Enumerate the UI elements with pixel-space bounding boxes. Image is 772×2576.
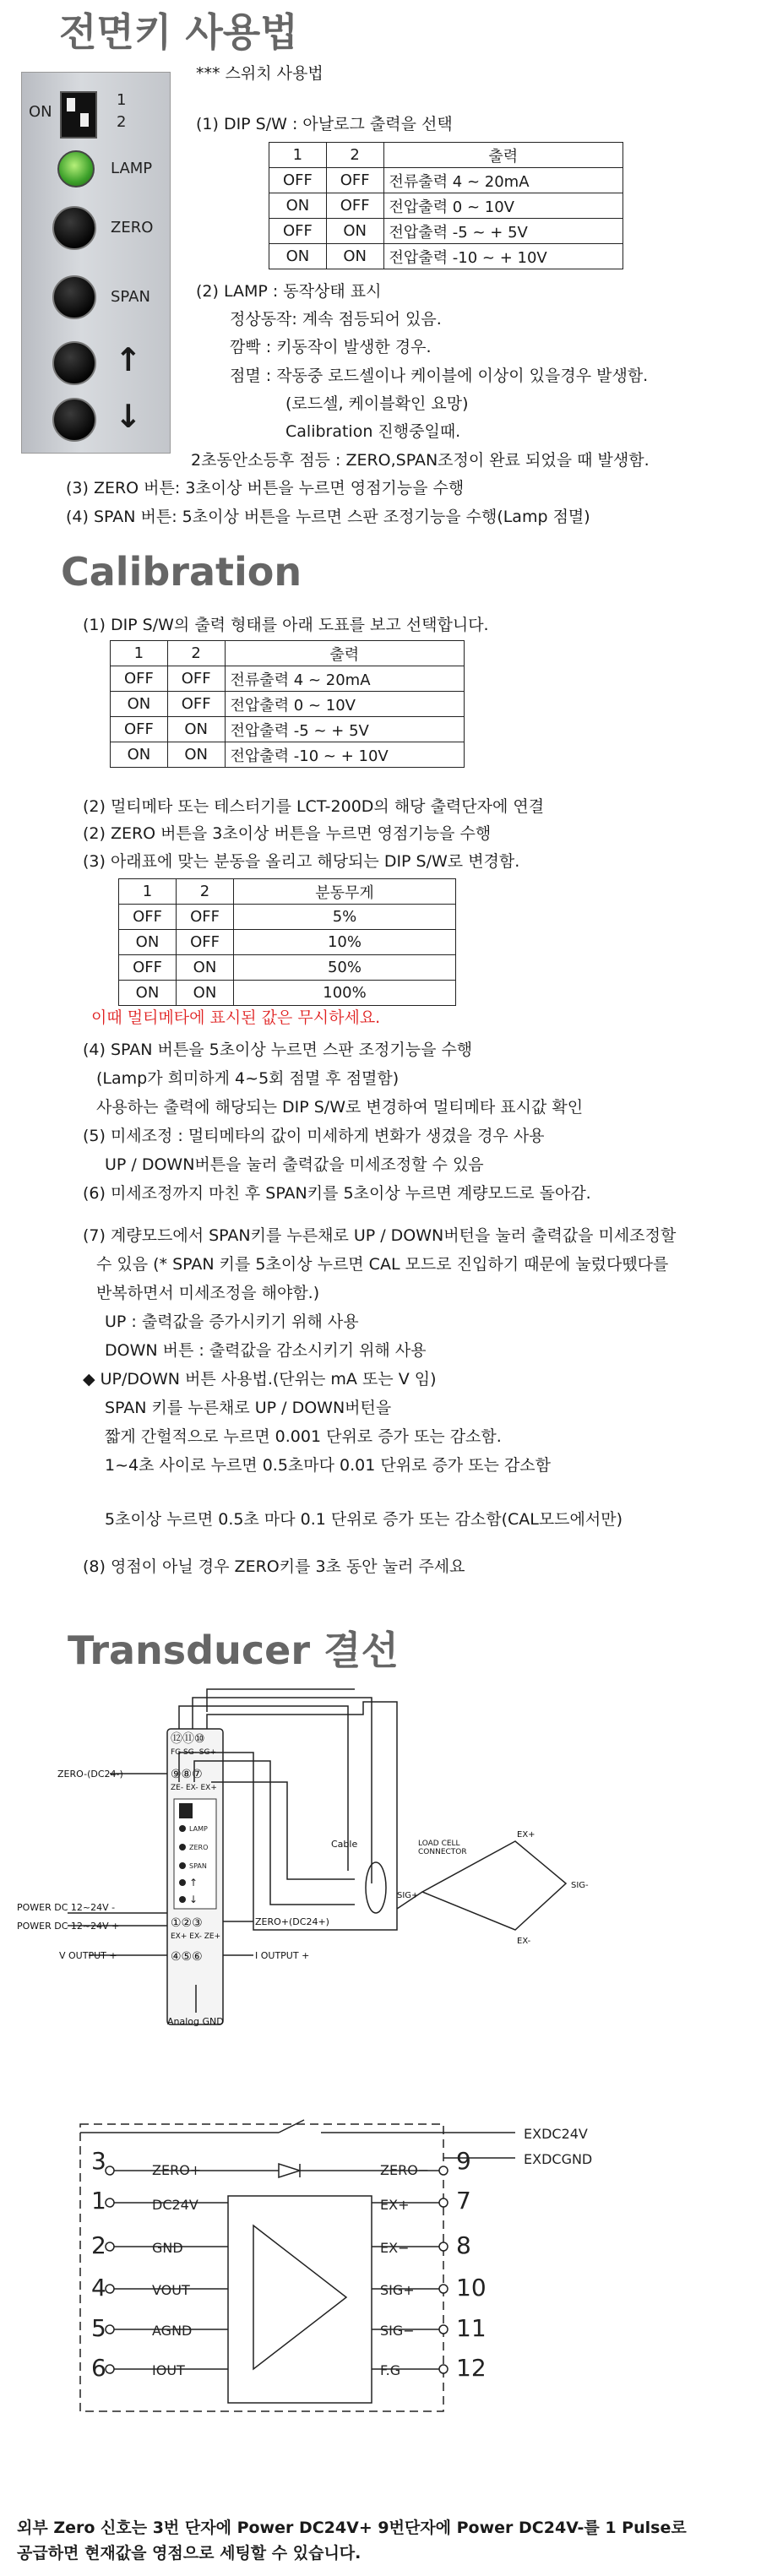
wiring-diagram bbox=[0, 1677, 772, 2057]
table-cell: 전압출력 0 ~ 10V bbox=[225, 692, 464, 717]
table-cell: OFF bbox=[326, 168, 383, 193]
table-cell: OFF bbox=[119, 905, 177, 930]
table-cell: 전압출력 -5 ~ + 5V bbox=[225, 717, 464, 742]
table-cell: ON bbox=[326, 244, 383, 269]
table-cell: OFF bbox=[167, 666, 225, 692]
table-row bbox=[119, 981, 456, 1006]
table-row bbox=[269, 168, 623, 193]
terminal-label: SIG− bbox=[380, 2323, 415, 2339]
table-header-row bbox=[269, 143, 623, 168]
table-cell: ON bbox=[177, 981, 234, 1006]
cal-step-line: 사용하는 출력에 해당되는 DIP S/W로 변경하여 멀티메타 표시값 확인 bbox=[96, 1098, 584, 1117]
mid-terminals-sub: ZE- EX- EX+ bbox=[171, 1784, 217, 1792]
lamp-line: 점멸 : 작동중 로드셀이나 케이블에 이상이 있을경우 발생함. bbox=[230, 367, 649, 385]
terminal-label: DC24V bbox=[152, 2197, 198, 2213]
terminal-label: EX+ bbox=[380, 2197, 410, 2213]
table-cell: 전압출력 0 ~ 10V bbox=[383, 193, 622, 219]
ex-minus-label: EX- bbox=[517, 1937, 531, 1946]
cal-step-line: (2) 멀티메타 또는 테스터기를 LCT-200D의 해당 출력단자에 연결 bbox=[83, 797, 545, 816]
mini-zero-label: ZERO bbox=[189, 1844, 209, 1851]
mini-span-label: SPAN bbox=[189, 1862, 207, 1870]
lamp-line: (로드셀, 케이블확인 요망) bbox=[285, 394, 469, 413]
down-arrow-icon: ↓ bbox=[115, 398, 142, 435]
mid-terminals: ⑨⑧⑦ bbox=[171, 1768, 203, 1781]
cal-step-line: 짧게 간헐적으로 누르면 0.001 단위로 증가 또는 감소함. bbox=[105, 1427, 502, 1446]
up-arrow-icon: ↑ bbox=[115, 341, 142, 378]
cal-step-line: UP : 출력값을 증가시키기 위해 사용 bbox=[105, 1312, 359, 1331]
table-cell: OFF bbox=[111, 717, 168, 742]
bottom-terminals-1: ①②③ bbox=[171, 1916, 203, 1930]
table-cell: 1 bbox=[119, 879, 177, 905]
power-plus-label: POWER DC 12~24V + bbox=[17, 1921, 120, 1932]
footer-note-line: 공급하면 현재값을 영점으로 세팅할 수 있습니다. bbox=[17, 2544, 362, 2562]
table-cell: 2 bbox=[167, 641, 225, 666]
top-terminals-sub: FG SG- SG+ bbox=[171, 1748, 217, 1757]
weight-table bbox=[118, 878, 456, 1006]
cal-step-line: (7) 계량모드에서 SPAN키를 누른채로 UP / DOWN버턴을 눌러 출력값을 미세조정할 bbox=[83, 1226, 677, 1245]
footer-note-line: 외부 Zero 신호는 3번 단자에 Power DC24V+ 9번단자에 Power DC24V-를 1 Pulse로 bbox=[17, 2519, 687, 2537]
terminal-label: EX− bbox=[380, 2240, 410, 2256]
table-cell: OFF bbox=[177, 930, 234, 955]
terminal-number: 1 bbox=[91, 2187, 106, 2215]
cal-dip-output-table bbox=[110, 640, 465, 768]
terminal-number: 5 bbox=[91, 2314, 106, 2342]
table-cell: 전류출력 4 ~ 20mA bbox=[225, 666, 464, 692]
front-panel bbox=[21, 72, 171, 454]
table-cell: 전류출력 4 ~ 20mA bbox=[383, 168, 622, 193]
table-row bbox=[111, 717, 465, 742]
cal-step-line: ◆ UP/DOWN 버튼 사용법.(단위는 mA 또는 V 임) bbox=[83, 1370, 437, 1389]
svg-text:↑: ↑ bbox=[189, 1877, 198, 1889]
cal-step-line: (4) SPAN 버튼을 5초이상 누르면 스판 조정기능을 수행 bbox=[83, 1041, 473, 1059]
terminal-number: 11 bbox=[456, 2314, 487, 2342]
table-cell: OFF bbox=[326, 193, 383, 219]
lamp-line: 깜빡 : 키동작이 발생한 경우. bbox=[230, 338, 432, 356]
lamp-indicator bbox=[57, 150, 95, 187]
terminal-number: 3 bbox=[91, 2147, 106, 2175]
terminal-label: ZERO− bbox=[380, 2162, 430, 2178]
cal-step-line: 반복하면서 미세조정을 해야함.) bbox=[96, 1284, 320, 1302]
table-header-row bbox=[119, 879, 456, 905]
svg-text:↓: ↓ bbox=[189, 1894, 198, 1905]
table-row bbox=[119, 955, 456, 981]
v-output-label: V OUTPUT + bbox=[59, 1950, 117, 1961]
span-label: SPAN bbox=[111, 288, 150, 306]
up-button[interactable] bbox=[52, 341, 96, 385]
lamp-line: 2초동안소등후 점등 : ZERO,SPAN조정이 완료 되었을 때 발생함. bbox=[191, 451, 650, 470]
table-cell: OFF bbox=[269, 168, 327, 193]
cal-step-line: (5) 미세조정 : 멀티메타의 값이 미세하게 변화가 생겼을 경우 사용 bbox=[83, 1127, 545, 1145]
cal-step-line: (8) 영점이 아닐 경우 ZERO키를 3초 동안 눌러 주세요 bbox=[83, 1557, 465, 1576]
warning-note: 이때 멀티메타에 표시된 값은 무시하세요. bbox=[91, 1008, 381, 1027]
section-title-front-keys: 전면키 사용법 bbox=[59, 9, 298, 55]
table-cell: 전압출력 -10 ~ + 10V bbox=[225, 742, 464, 768]
cal-step-line: (1) DIP S/W의 출력 형태를 아래 도표를 보고 선택합니다. bbox=[83, 616, 489, 634]
terminal-number: 9 bbox=[456, 2147, 471, 2175]
table-cell: ON bbox=[167, 742, 225, 768]
cal-step-line: (2) ZERO 버튼을 3초이상 버튼을 누르면 영점기능을 수행 bbox=[83, 824, 492, 843]
cal-step-line: (6) 미세조정까지 마친 후 SPAN키를 5초이상 누르면 계량모드로 돌아감. bbox=[83, 1184, 591, 1203]
dip-switch[interactable] bbox=[60, 91, 97, 139]
table-cell: OFF bbox=[119, 955, 177, 981]
table-cell: ON bbox=[326, 219, 383, 244]
load-cell-label: LOAD CELL bbox=[418, 1840, 460, 1848]
table-row bbox=[269, 219, 623, 244]
table-cell: ON bbox=[111, 692, 168, 717]
dip-output-table bbox=[269, 142, 623, 269]
sig-minus-label: SIG- bbox=[571, 1881, 589, 1890]
terminal-number: 7 bbox=[456, 2187, 471, 2215]
terminal-number: 4 bbox=[91, 2274, 106, 2302]
table-row bbox=[111, 666, 465, 692]
table-row bbox=[111, 692, 465, 717]
sig-plus-label: SIG+ bbox=[397, 1891, 419, 1900]
span-button[interactable] bbox=[52, 275, 96, 319]
table-cell: OFF bbox=[177, 905, 234, 930]
exdcgnd-label: EXDCGND bbox=[524, 2151, 593, 2167]
table-cell: ON bbox=[177, 955, 234, 981]
table-row bbox=[119, 930, 456, 955]
terminal-number: 10 bbox=[456, 2274, 487, 2302]
table-header-row bbox=[111, 641, 465, 666]
terminal-label: VOUT bbox=[152, 2282, 190, 2298]
table-row bbox=[119, 905, 456, 930]
cal-step-line: 1~4초 사이로 누르면 0.5초마다 0.01 단위로 증가 또는 감소함 bbox=[105, 1456, 552, 1475]
table-cell: 출력 bbox=[383, 143, 622, 168]
mini-lamp-label: LAMP bbox=[189, 1825, 208, 1833]
table-cell: OFF bbox=[167, 692, 225, 717]
table-cell: ON bbox=[269, 244, 327, 269]
table-cell: ON bbox=[119, 930, 177, 955]
cal-step-line: DOWN 버튼 : 출력값을 감소시키기 위해 사용 bbox=[105, 1341, 427, 1360]
terminal-number: 2 bbox=[91, 2231, 106, 2259]
cal-step-line: SPAN 키를 누른채로 UP / DOWN버턴을 bbox=[105, 1399, 392, 1417]
section-title-calibration: Calibration bbox=[61, 549, 302, 595]
table-cell: 100% bbox=[234, 981, 456, 1006]
cal-step-line: (Lamp가 희미하게 4~5회 점멸 후 점멸함) bbox=[96, 1069, 400, 1088]
table-cell: 2 bbox=[177, 879, 234, 905]
terminal-label: SIG+ bbox=[380, 2282, 415, 2298]
terminal-label: F.G bbox=[380, 2362, 401, 2378]
table-cell: ON bbox=[111, 742, 168, 768]
table-row bbox=[269, 244, 623, 269]
table-cell: 출력 bbox=[225, 641, 464, 666]
zero-button[interactable] bbox=[52, 206, 96, 250]
bottom-terminals-2: ④⑤⑥ bbox=[171, 1950, 203, 1964]
table-row bbox=[111, 742, 465, 768]
down-button[interactable] bbox=[52, 398, 96, 442]
cal-step-line: UP / DOWN버튼을 눌러 출력값을 미세조정할 수 있음 bbox=[105, 1155, 484, 1174]
zero-label: ZERO bbox=[111, 219, 154, 236]
table-cell: OFF bbox=[111, 666, 168, 692]
zero-plus-label: ZERO+(DC24+) bbox=[255, 1916, 329, 1927]
terminal-label: IOUT bbox=[152, 2362, 185, 2378]
cal-step-line: (3) 아래표에 맞는 분동을 올리고 해당되는 DIP S/W로 변경함. bbox=[83, 852, 520, 871]
cable-label: Cable bbox=[331, 1839, 358, 1850]
zero-button-line: (3) ZERO 버튼: 3초이상 버튼을 누르면 영점기능을 수행 bbox=[66, 479, 465, 497]
table-cell: ON bbox=[119, 981, 177, 1006]
connector-label: CONNECTOR bbox=[418, 1848, 467, 1856]
dip-select-line: (1) DIP S/W : 아날로그 출력을 선택 bbox=[196, 115, 453, 133]
terminal-label: GND bbox=[152, 2240, 183, 2256]
terminal-number: 6 bbox=[91, 2354, 106, 2382]
table-cell: 10% bbox=[234, 930, 456, 955]
table-cell: 분동무게 bbox=[234, 879, 456, 905]
power-minus-label: POWER DC 12~24V - bbox=[17, 1902, 116, 1913]
table-cell: 5% bbox=[234, 905, 456, 930]
cal-step-line: 5초이상 누르면 0.5초 마다 0.1 단위로 증가 또는 감소함(CAL모드에서만) bbox=[105, 1510, 623, 1529]
lamp-line: Calibration 진행중일때. bbox=[285, 422, 461, 441]
dip-label-1: 1 bbox=[117, 91, 127, 109]
table-cell: 1 bbox=[111, 641, 168, 666]
ex-plus-label: EX+ bbox=[517, 1830, 536, 1840]
table-cell: ON bbox=[269, 193, 327, 219]
table-cell: OFF bbox=[269, 219, 327, 244]
table-cell: 50% bbox=[234, 955, 456, 981]
table-row bbox=[269, 193, 623, 219]
zero-minus-label: ZERO-(DC24-) bbox=[57, 1769, 123, 1780]
terminal-number: 12 bbox=[456, 2354, 487, 2382]
table-cell: 전압출력 -10 ~ + 10V bbox=[383, 244, 622, 269]
terminal-label: ZERO+ bbox=[152, 2162, 202, 2178]
analog-gnd-label: Analog GND bbox=[167, 2016, 224, 2027]
lamp-line: 정상동작: 계속 점등되어 있음. bbox=[230, 310, 442, 329]
table-cell: 전압출력 -5 ~ + 5V bbox=[383, 219, 622, 244]
terminal-number: 8 bbox=[456, 2231, 471, 2259]
dip-on-label: ON bbox=[29, 103, 52, 121]
table-cell: 1 bbox=[269, 143, 327, 168]
lamp-label: LAMP bbox=[111, 160, 153, 177]
top-terminals: ⑫⑪⑩ bbox=[171, 1732, 205, 1746]
dip-label-2: 2 bbox=[117, 113, 127, 131]
section-title-transducer: Transducer 결선 bbox=[68, 1628, 399, 1673]
lamp-line: (2) LAMP : 동작상태 표시 bbox=[196, 282, 382, 301]
table-cell: 2 bbox=[326, 143, 383, 168]
switch-usage-heading: *** 스위치 사용법 bbox=[196, 64, 323, 83]
terminal-label: AGND bbox=[152, 2323, 193, 2339]
cal-step-line: 수 있음 (* SPAN 키를 5초이상 누르면 CAL 모드로 진입하기 때문에 눌렀다뗐다를 bbox=[96, 1255, 669, 1274]
exdc24v-label: EXDC24V bbox=[524, 2126, 588, 2142]
terminal-schematic bbox=[0, 2061, 772, 2424]
bottom-terminals-1-sub: EX+ EX- ZE+ bbox=[171, 1932, 221, 1941]
span-button-line: (4) SPAN 버튼: 5초이상 버튼을 누르면 스판 조정기능을 수행(Lamp 점멸) bbox=[66, 508, 590, 526]
table-cell: ON bbox=[167, 717, 225, 742]
i-output-label: I OUTPUT + bbox=[255, 1950, 310, 1961]
